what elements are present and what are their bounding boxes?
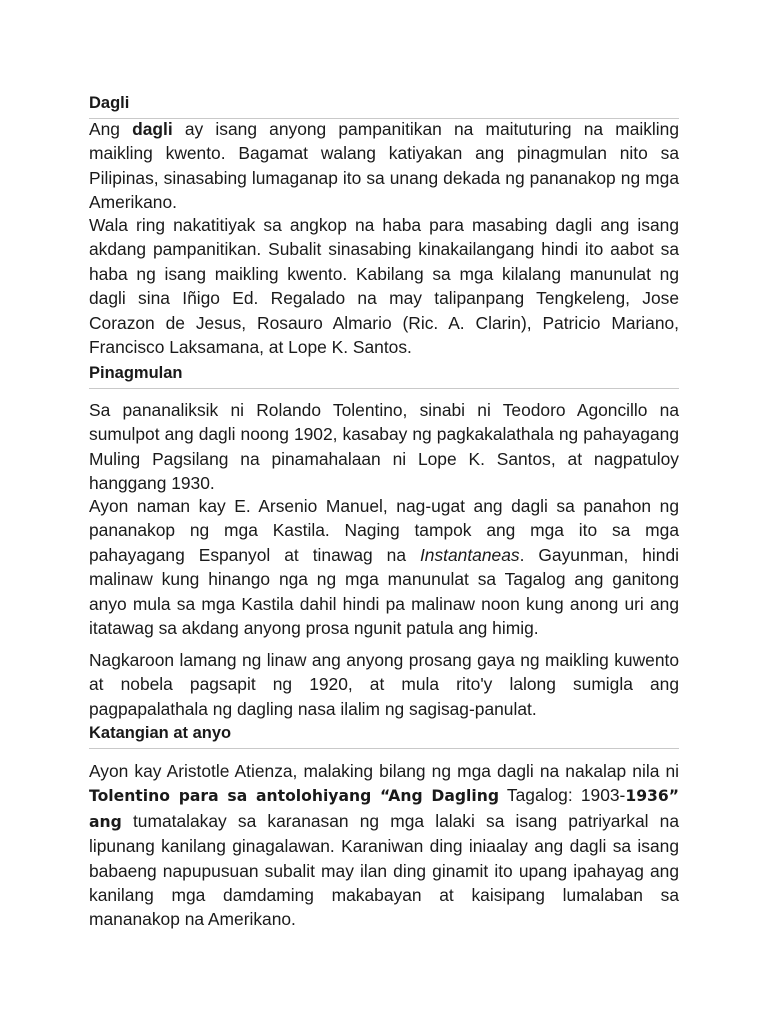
paragraph-pinagmulan-tolentino: Sa pananaliksik ni Rolando Tolentino, sinabi ni Teodoro Agoncillo na sumulpot ang dagli noong 1902, kasabay ng pagkakalathala ng pahayagang Muling Pagsilang na pinamahalaan ni Lope K. Santos, at nagpatuloy hanggang 1930. bbox=[89, 400, 679, 494]
paragraph-mid: Tagalog: 1903- bbox=[499, 785, 626, 806]
anthology-title-part1: Tolentino para sa antolohiyang “Ang Dagling bbox=[89, 787, 500, 806]
paragraph-rest: tumatalakay sa karanasan ng mga lalaki sa isang patriyarkal na lipunang kanilang ginagalawan. Karaniwan ding iniaalay ang dagli sa isang babaeng napupusuan subalit may ilan ding ginamit ito upang ipahayag ang kanilang mga damdaming makabayan at kaisipang lumalaban sa mananakop na Amerikano. bbox=[89, 810, 679, 930]
paragraph-pinagmulan-linaw: Nagkaroon lamang ng linaw ang anyong prosang gaya ng maikling kuwento at nobela pagsapit ng 1920, at mula rito'y lalong sumigla ang pagpapalathala ng dagling nasa ilalim ng sagisag-panulat. bbox=[89, 650, 679, 719]
section-heading-pinagmulan: Pinagmulan bbox=[89, 361, 679, 389]
paragraph-lead: Ayon kay Aristotle Atienza, malaking bilang ng mga dagli na nakalap nila ni bbox=[89, 761, 679, 781]
anthology-title-part2: 1936” ang bbox=[89, 787, 679, 831]
paragraph-rest: . Gayunman, hindi malinaw kung hinango nga ng mga manunulat sa Tagalog ang ganitong anyo mula sa mga Kastila dahil hindi pa malinaw noon kung anong uri ang itatawag sa akdang anyong prosa ngunit patula ang himig. bbox=[89, 544, 679, 639]
section-heading-katangian: Katangian at anyo bbox=[89, 721, 679, 749]
paragraph-pinagmulan-manuel bbox=[89, 494, 679, 640]
paragraph-lead: Ang bbox=[89, 119, 133, 139]
term-instantaneas: Instantaneas bbox=[419, 544, 520, 565]
paragraph-rest: ay isang anyong pampanitikan na maituturing na maikling maikling kwento. Bagamat walang katiyakan ang pinagmulan nito sa Pilipinas, sinasabing lumaganap ito sa unang dekada ng pananakop ng mga Amerikano. bbox=[89, 119, 679, 213]
paragraph-lead: Ayon naman kay E. Arsenio Manuel, nag-ugat ang dagli sa panahon ng pananakop ng mga Kastila. Naging tampok ang mga ito sa mga pahayagang Espanyol at tinawag na bbox=[89, 496, 679, 565]
paragraph-katangian-atienza bbox=[89, 759, 679, 932]
term-dagli: dagli bbox=[132, 119, 173, 139]
paragraph-dagli-writers: Wala ring nakatitiyak sa angkop na haba para masabing dagli ang isang akdang pampanitikan. Subalit sinasabing kinakailangang hindi ito aabot sa haba ng isang maikling kwento. Kabilang sa mga kilalang manunulat ng dagli sina Iñigo Ed. Regalado na may talipanpang Tengkeleng, Jose Corazon de Jesus, Rosauro Almario (Ric. A. Clarin), Patricio Mariano, Francisco Laksamana, at Lope K. Santos. bbox=[89, 215, 679, 358]
section-heading-dagli: Dagli bbox=[89, 91, 679, 119]
paragraph-dagli-definition bbox=[89, 117, 679, 215]
